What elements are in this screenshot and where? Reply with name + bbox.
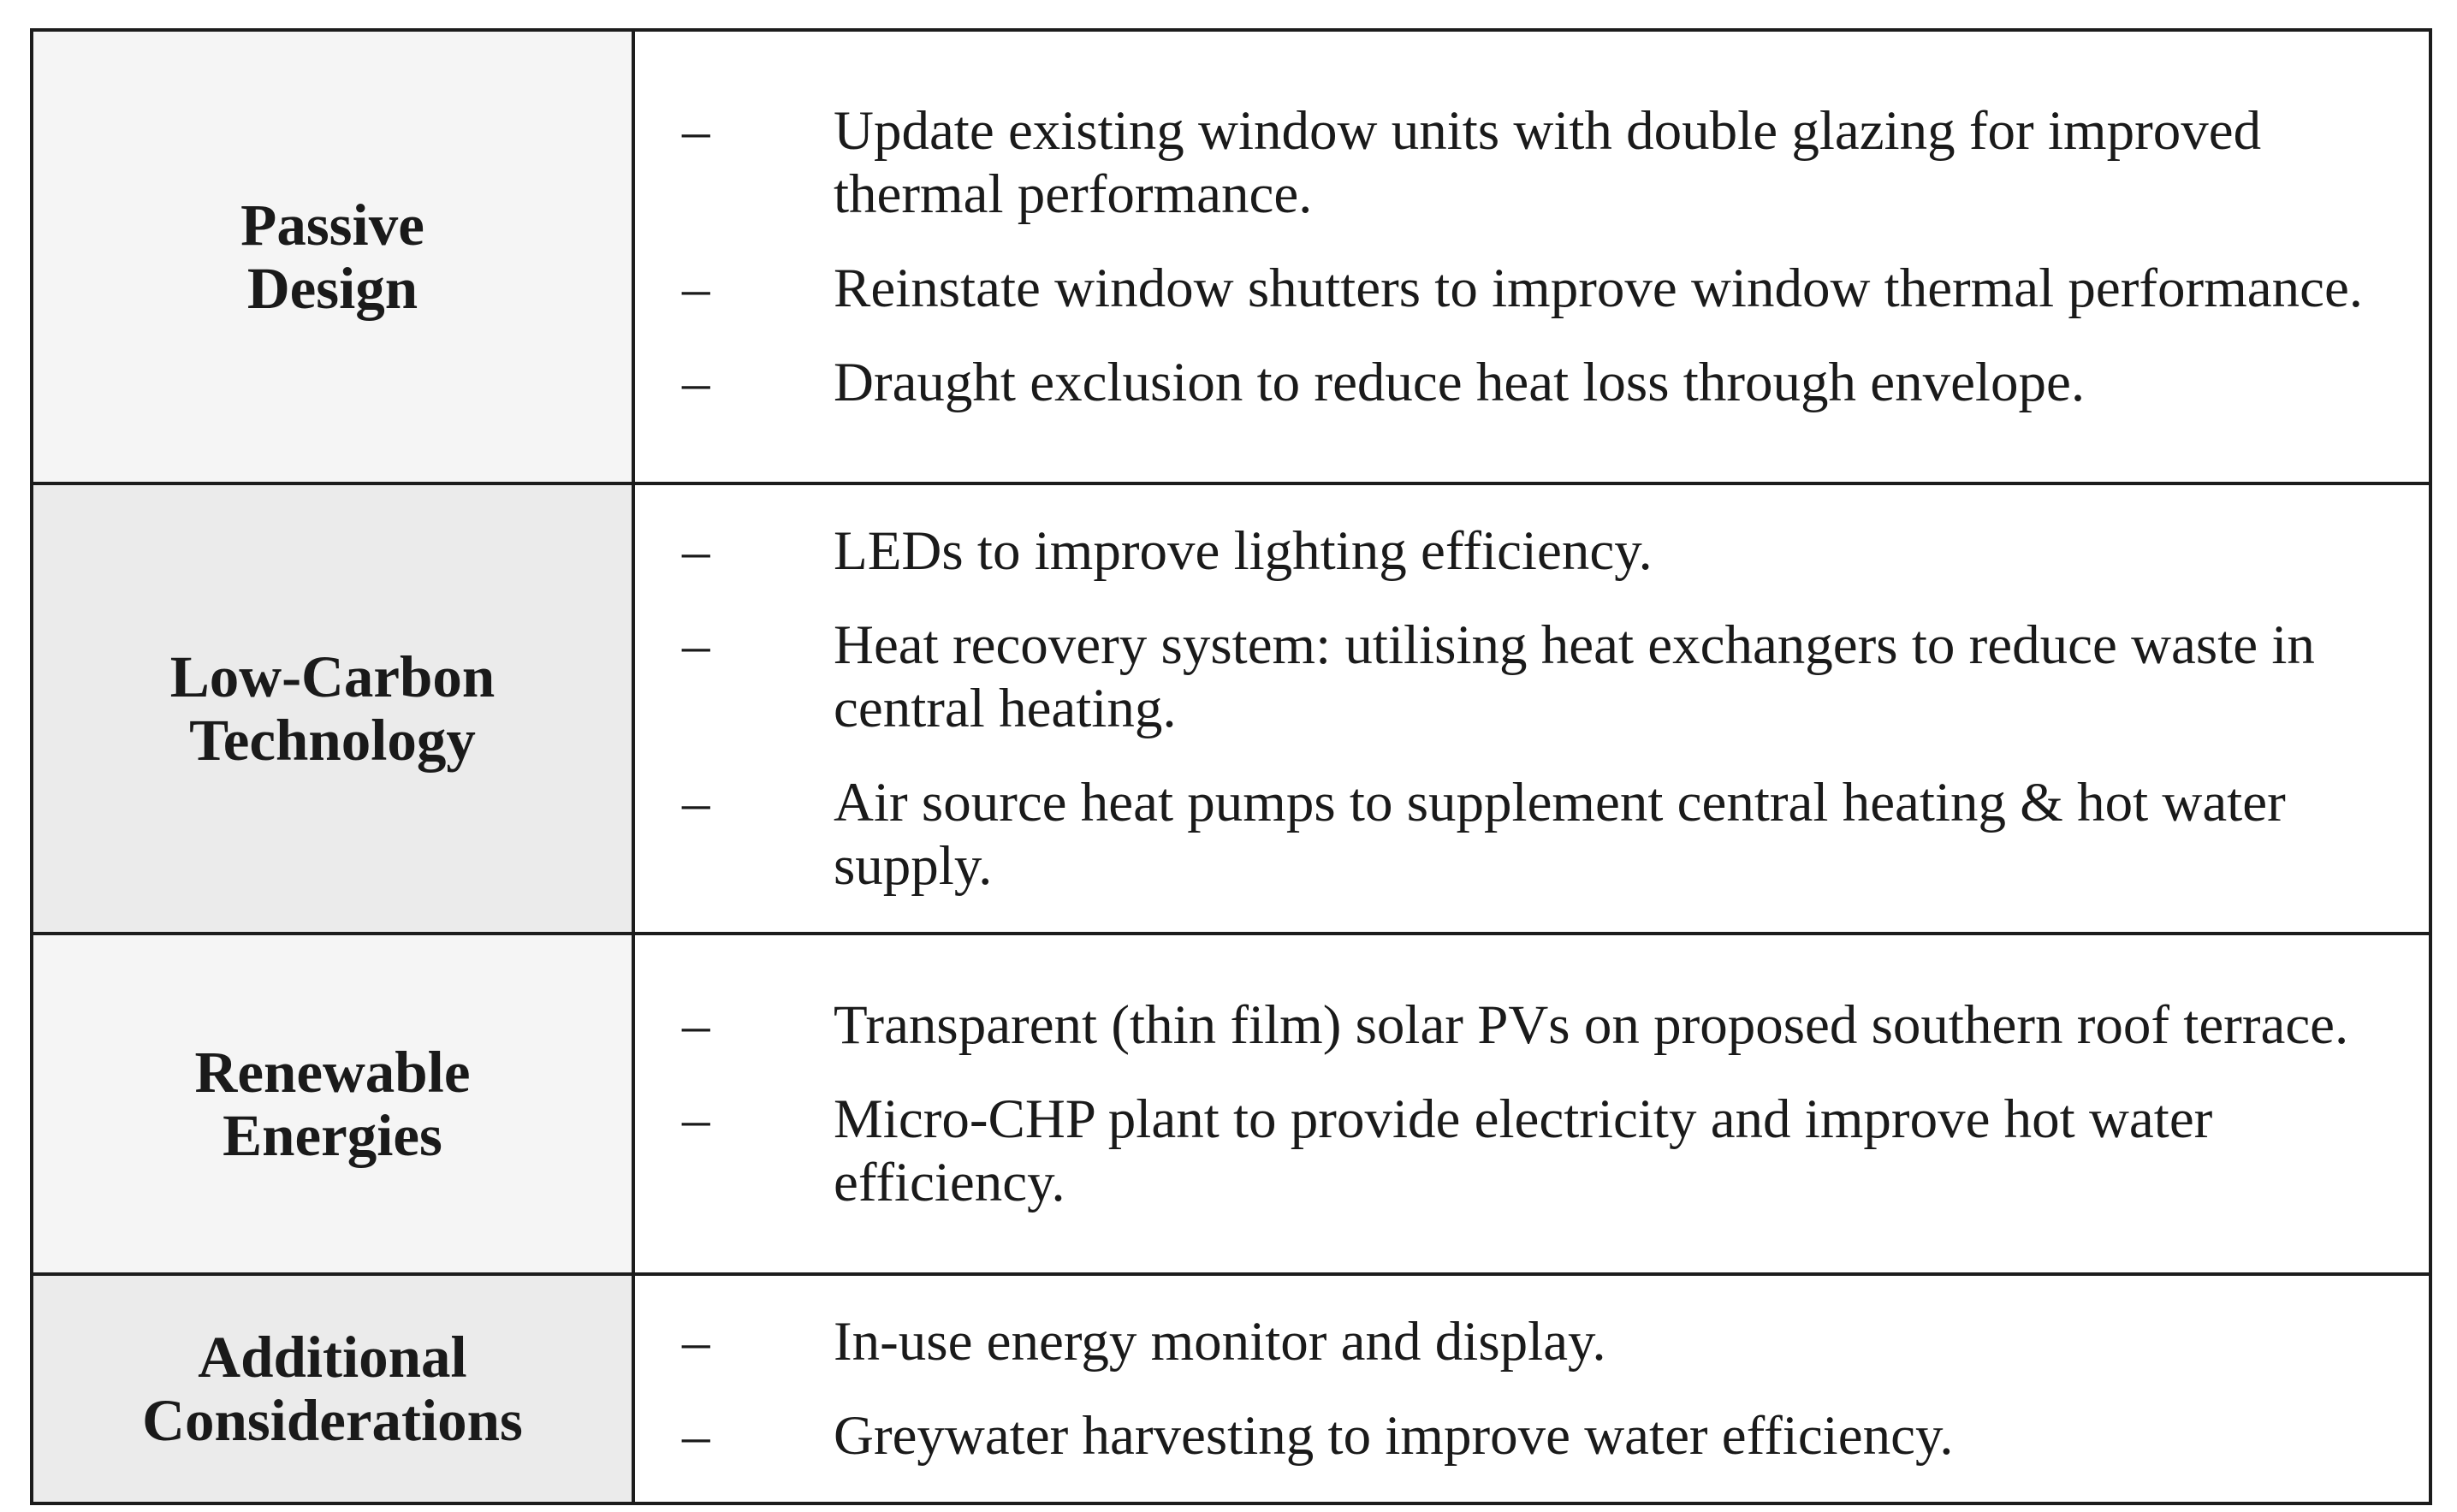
measure-text: Micro-CHP plant to provide electricity and improve hot water efficiency. xyxy=(834,1088,2213,1213)
category-cell xyxy=(32,30,633,483)
measure-text: Reinstate window shutters to improve window thermal performance. xyxy=(834,258,2364,319)
measure-text: Draught exclusion to reduce heat loss through envelope. xyxy=(834,352,2086,413)
bullet-dash: – xyxy=(682,520,710,582)
category-label: Renewable xyxy=(194,1040,471,1105)
list-item xyxy=(635,1310,2395,1373)
bullet-dash: – xyxy=(682,100,710,162)
category-label: Passive xyxy=(240,193,424,258)
items-cell xyxy=(633,30,2430,483)
bullet-dash: – xyxy=(682,614,710,676)
bullet-dash: – xyxy=(682,994,710,1056)
category-label: Considerations xyxy=(142,1388,523,1453)
table-row-passive-design xyxy=(32,30,2430,483)
category-label: Design xyxy=(246,256,418,321)
bullet-dash: – xyxy=(682,1088,710,1150)
measure-text: In-use energy monitor and display. xyxy=(834,1311,1606,1373)
items-cell xyxy=(633,934,2430,1274)
category-label: Energies xyxy=(223,1103,442,1168)
list-item xyxy=(635,614,2395,740)
measure-text: Greywater harvesting to improve water efficiency. xyxy=(834,1405,1954,1467)
category-cell xyxy=(32,1274,633,1503)
category-cell xyxy=(32,934,633,1274)
table-row-additional-considerations xyxy=(32,1274,2430,1503)
measure-text: Heat recovery system: utilising heat exchangers to reduce waste in central heating. xyxy=(834,614,2315,739)
measure-list xyxy=(635,519,2429,898)
category-label: Low-Carbon xyxy=(169,644,496,709)
measure-list xyxy=(635,1310,2429,1468)
measures-table-container xyxy=(30,28,2432,1485)
measure-list xyxy=(635,99,2429,414)
category-label: Additional xyxy=(198,1325,467,1390)
measure-text: LEDs to improve lighting efficiency. xyxy=(834,520,1653,582)
list-item xyxy=(635,1404,2395,1468)
list-item xyxy=(635,1088,2395,1214)
measure-text: Air source heat pumps to supplement central heating & hot water supply. xyxy=(834,772,2286,897)
measure-text: Transparent (thin film) solar PVs on proposed southern roof terrace. xyxy=(834,994,2349,1056)
bullet-dash: – xyxy=(682,352,710,413)
measure-text: Update existing window units with double glazing for improved thermal performance. xyxy=(834,100,2262,225)
list-item xyxy=(635,99,2395,226)
measure-list xyxy=(635,993,2429,1214)
list-item xyxy=(635,771,2395,898)
bullet-dash: – xyxy=(682,1311,710,1373)
items-cell xyxy=(633,483,2430,934)
sustainability-measures-table xyxy=(30,28,2432,1505)
category-cell xyxy=(32,483,633,934)
category-label: Technology xyxy=(189,708,476,773)
list-item xyxy=(635,993,2395,1057)
list-item xyxy=(635,519,2395,583)
bullet-dash: – xyxy=(682,258,710,319)
items-cell xyxy=(633,1274,2430,1503)
table-row-renewable-energies xyxy=(32,934,2430,1274)
list-item xyxy=(635,351,2395,414)
table-row-low-carbon-technology xyxy=(32,483,2430,934)
bullet-dash: – xyxy=(682,772,710,833)
bullet-dash: – xyxy=(682,1405,710,1467)
list-item xyxy=(635,257,2395,320)
